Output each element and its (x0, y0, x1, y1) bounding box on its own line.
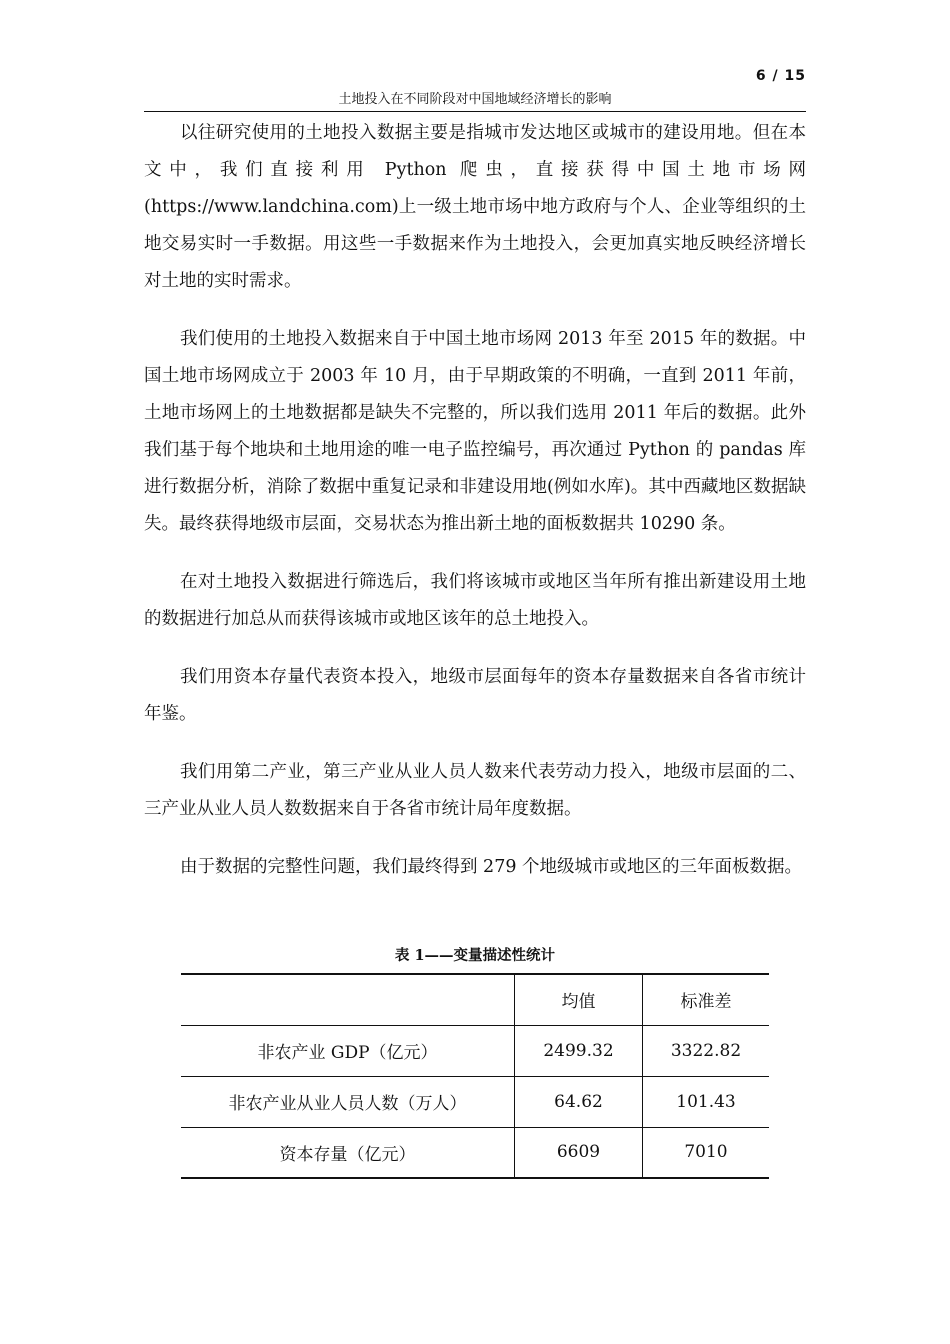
table-row (181, 1076, 769, 1127)
cell-mean: 6609 (515, 1127, 643, 1178)
row-label: 非农产业 GDP（亿元） (257, 1043, 438, 1063)
running-header-title: 土地投入在不同阶段对中国地域经济增长的影响 (144, 88, 806, 112)
header-cell-mean: 均值 (515, 974, 643, 1025)
header-cell-variable (181, 974, 515, 1025)
table-caption: 表 1——变量描述性统计 (394, 947, 556, 964)
paragraph-capital-stock: 我们用资本存量代表资本投入，地级市层面每年的资本存量数据来自各省市统计年鉴。 (144, 667, 806, 724)
cell-std-dev: 7010 (643, 1127, 770, 1178)
paragraph-panel-size: 由于数据的完整性问题，我们最终得到 279 个地级城市或地区的三年面板数据。 (180, 857, 803, 877)
cell-std-dev: 101.43 (643, 1076, 770, 1127)
body-text (144, 115, 806, 907)
cell-std-dev: 3322.82 (643, 1025, 770, 1076)
header-cell-std-dev: 标准差 (643, 974, 770, 1025)
paragraph-data-period: 我们使用的土地投入数据来自于中国土地市场网 2013 年至 2015 年的数据。中国土地市场网成立于 2003 年 10 月，由于早期政策的不明确，一直到 2011 年前，土地市场网上的土地数据都是缺失不完整的，所以我们选用 2011 年后的数据。此外我们基于每个地块和土地用途的唯一电子监控编号，再次通过 Python 的 pandas 库进行数据分析，消除了数据中重复记录和非建设用地(例如水库)。其中西藏地区数据缺失。最终获得地级市层面，交易状态为推出新土地的面板数据共 10290 条。 (144, 329, 806, 534)
paragraph-land-data-source: 以往研究使用的土地投入数据主要是指城市发达地区或城市的建设用地。但在本文中，我们直接利用 Python 爬虫，直接获得中国土地市场网(https://www.landchina.com)上一级土地市场中地方政府与个人、企业等组织的土地交易实时一手数据。用这些一手数据来作为土地投入，会更加真实地反映经济增长对土地的实时需求。 (144, 123, 806, 291)
table-header-row (181, 974, 769, 1025)
paragraph-labor-input: 我们用第二产业，第三产业从业人员人数来代表劳动力投入，地级市层面的二、三产业从业人员人数数据来自于各省市统计局年度数据。 (144, 762, 806, 819)
paragraph-aggregation: 在对土地投入数据进行筛选后，我们将该城市或地区当年所有推出新建设用土地的数据进行加总从而获得该城市或地区该年的总土地投入。 (144, 572, 806, 629)
row-label: 资本存量（亿元） (279, 1144, 416, 1165)
page-number: 6 / 15 (755, 68, 806, 84)
cell-mean: 2499.32 (515, 1025, 643, 1076)
descriptive-stats-table (181, 973, 769, 1179)
cell-mean: 64.62 (515, 1076, 643, 1127)
table-row (181, 1127, 769, 1178)
table-row (181, 1025, 769, 1076)
row-label: 非农产业从业人员人数（万人） (228, 1094, 467, 1114)
